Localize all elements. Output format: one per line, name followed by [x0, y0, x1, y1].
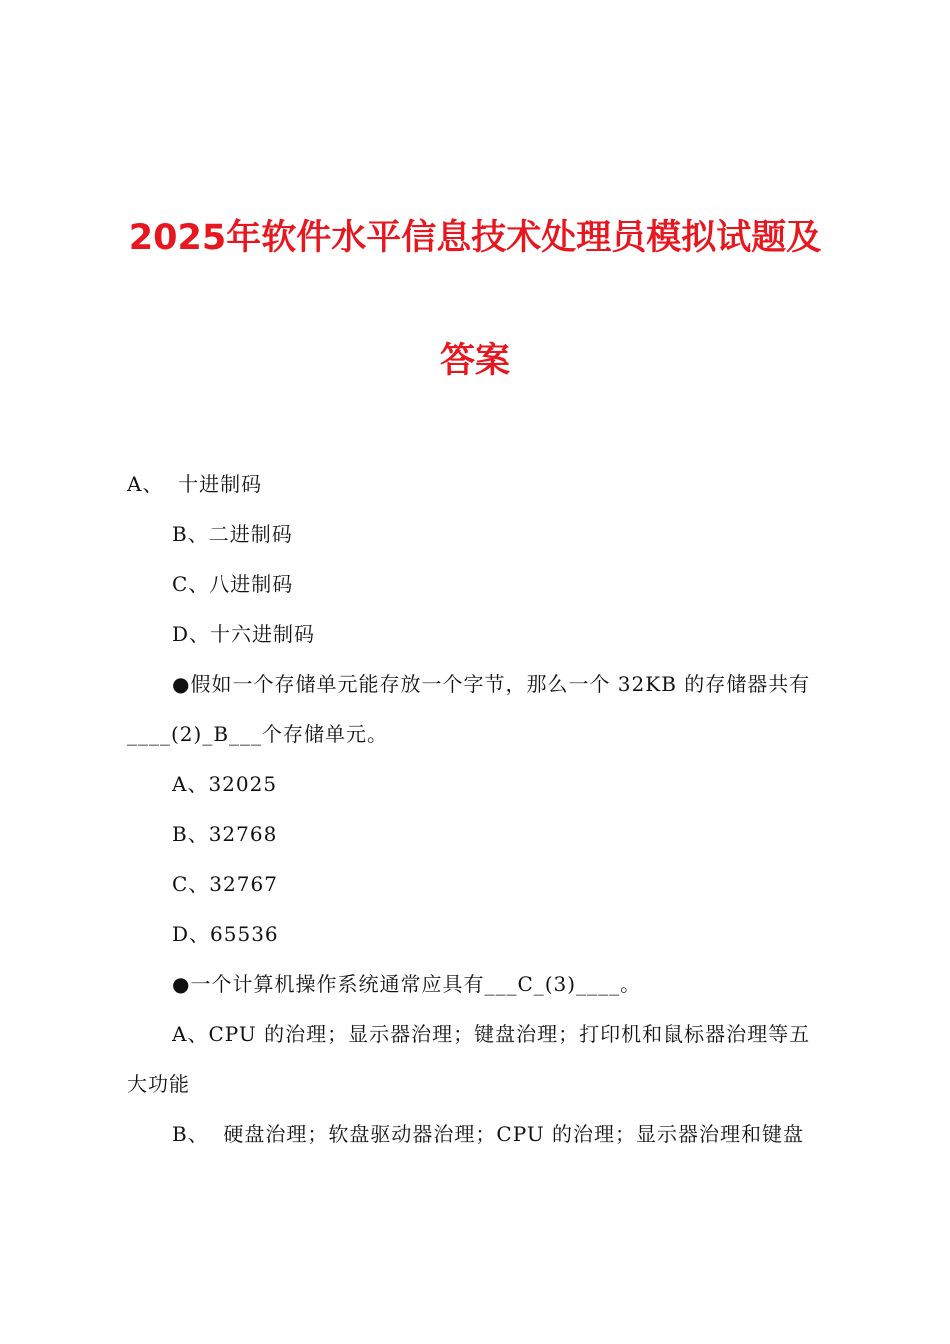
- option-d-hex: D、十六进制码: [172, 622, 316, 646]
- question-2-text-continued: ____(2)_B___个存储单元。: [127, 722, 389, 746]
- question-3-option-a: A、CPU 的治理；显示器治理；键盘治理；打印机和鼠标器治理等五: [172, 1022, 811, 1046]
- option-c-octal: C、八进制码: [172, 572, 294, 596]
- question-2-option-a: A、32025: [172, 772, 278, 796]
- question-3-text: ●一个计算机操作系统通常应具有___C_(3)____。: [172, 972, 642, 996]
- question-2-option-c: C、32767: [172, 872, 278, 896]
- question-3-option-b: B、 硬盘治理；软盘驱动器治理；CPU 的治理；显示器治理和键盘: [172, 1122, 805, 1146]
- document-title-line-2: 答案: [439, 341, 510, 381]
- document-title-line-1: 2025年软件水平信息技术处理员模拟试题及: [128, 218, 822, 258]
- option-b-binary: B、二进制码: [172, 522, 293, 546]
- option-a-decimal: A、 十进制码: [127, 472, 263, 496]
- question-2-text: ●假如一个存储单元能存放一个字节，那么一个 32KB 的存储器共有: [172, 672, 811, 696]
- question-3-option-a-continued: 大功能: [127, 1072, 190, 1096]
- question-2-option-d: D、65536: [172, 922, 279, 946]
- question-2-option-b: B、32768: [172, 822, 278, 846]
